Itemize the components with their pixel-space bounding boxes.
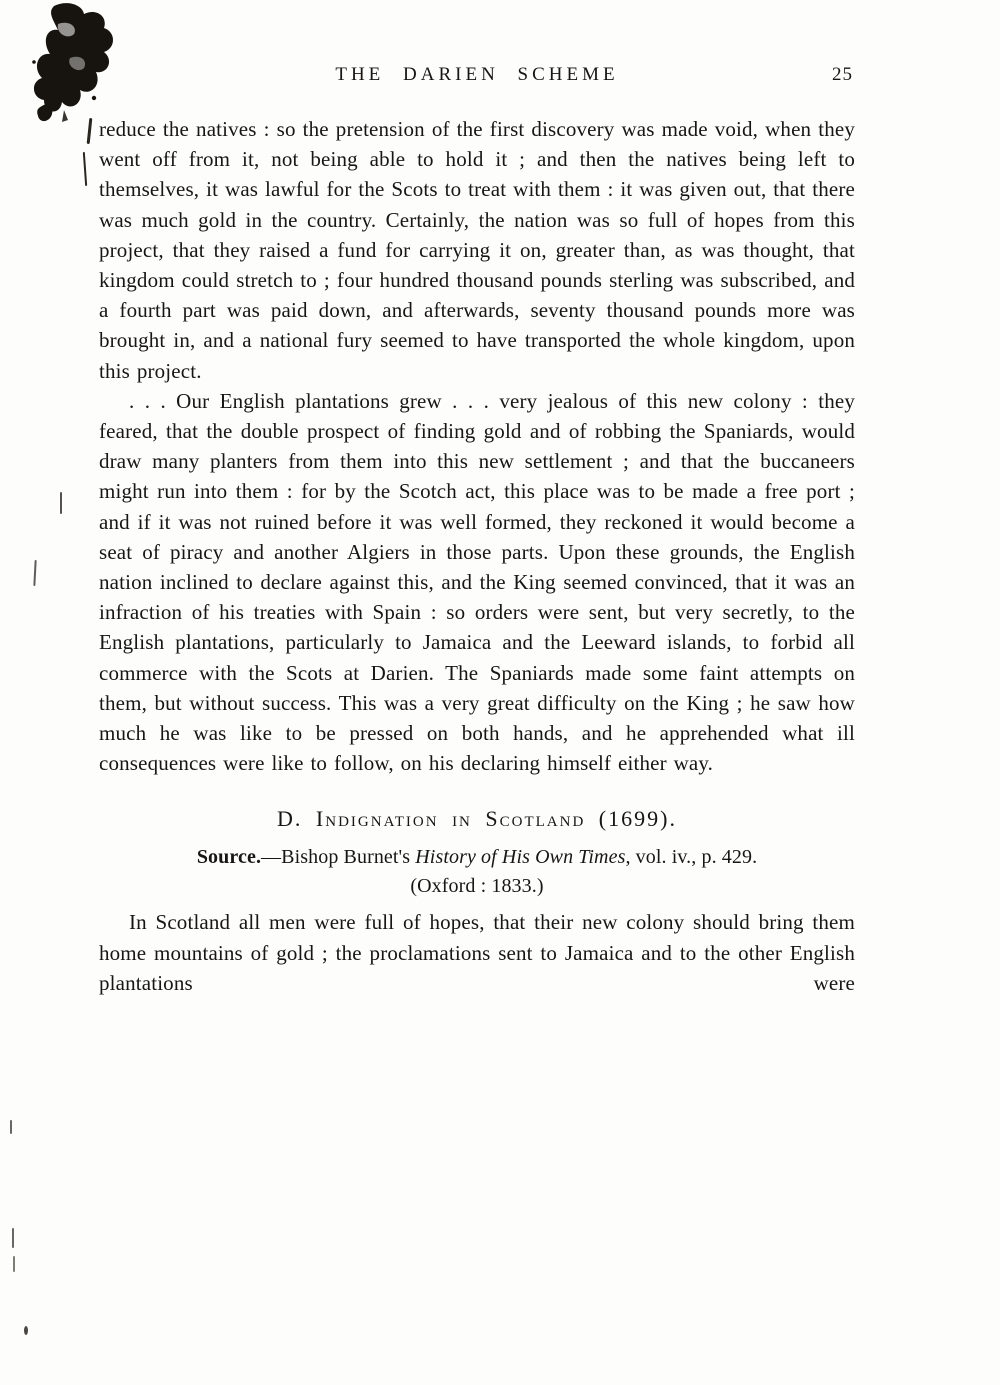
page-number: 25 [832, 64, 853, 85]
running-head [99, 64, 855, 90]
margin-mark-artifact [33, 560, 36, 586]
source-publisher-line: (Oxford : 1833.) [410, 875, 544, 898]
source-label: Source. [196, 846, 262, 869]
work-title: History of His Own Times [415, 846, 626, 869]
section-heading: D. Indignation in Scotland (1699). [277, 806, 677, 832]
margin-mark-artifact [12, 1228, 14, 1248]
text-column [99, 64, 855, 998]
body-text [99, 114, 855, 778]
source-citation [99, 843, 855, 901]
margin-mark-artifact [10, 1120, 12, 1134]
margin-mark-artifact [60, 492, 62, 514]
paragraph-continuation: reduce the natives : so the pretension of the first discovery was made void, when they went off from it, not being able to hold it ; and then the natives being left to themselves, it was lawful for the Scots to treat with them : it was given out, that there was much gold in the country. Certainly, the nation was so full of hopes from this project, that they raised a fund for carrying it on, greater than, as was thought, that kingdom could stretch to ; four hundred thousand pounds sterling was subscribed, and a fourth part was paid down, and afterwards, seventy thousand pounds more was brought in, and a national fury seemed to have transported the whole kingdom, upon this project. [99, 117, 855, 383]
margin-mark-artifact [83, 152, 87, 186]
margin-mark-artifact [24, 1326, 28, 1335]
paragraph: . . . Our English plantations grew . . . very jealous of this new colony : they feared, that the double prospect of finding gold and of robbing the Spaniards, would draw many planters from them into this new settlement ; and that the buccaneers might run into them : for by the Scotch act, this place was to be made a free port ; and if it was not ruined before it was well formed, they reckoned it would become a seat of piracy and another Algiers in those parts. Upon these grounds, the English nation inclined to declare against this, and the King seemed convinced, that it was an infraction of his treaties with Spain : so orders were sent, but very secretly, to the English plantations, particularly to Jamaica and the Leeward islands, to forbid all commerce with the Scots at Darien. The Spaniards made some faint attempts on them, but without success. This was a very great difficulty on the King ; he saw how much he was like to be pressed on both hands, and he apprehended what ill consequences were like to follow, on his declaring himself either way. [99, 388, 855, 776]
paragraph: In Scotland all men were full of hopes, that their new colony should bring them home mountains of gold ; the proclamations sent to Jamaica and to the other English plantations were [99, 910, 855, 995]
body-text-continued [99, 907, 855, 998]
running-head-title: THE DARIEN SCHEME [335, 64, 619, 85]
margin-mark-artifact [13, 1256, 15, 1272]
margin-mark-artifact [87, 118, 93, 144]
source-tail: , vol. iv., p. 429. [625, 846, 758, 869]
source-lead: —Bishop Burnet's [261, 846, 416, 869]
